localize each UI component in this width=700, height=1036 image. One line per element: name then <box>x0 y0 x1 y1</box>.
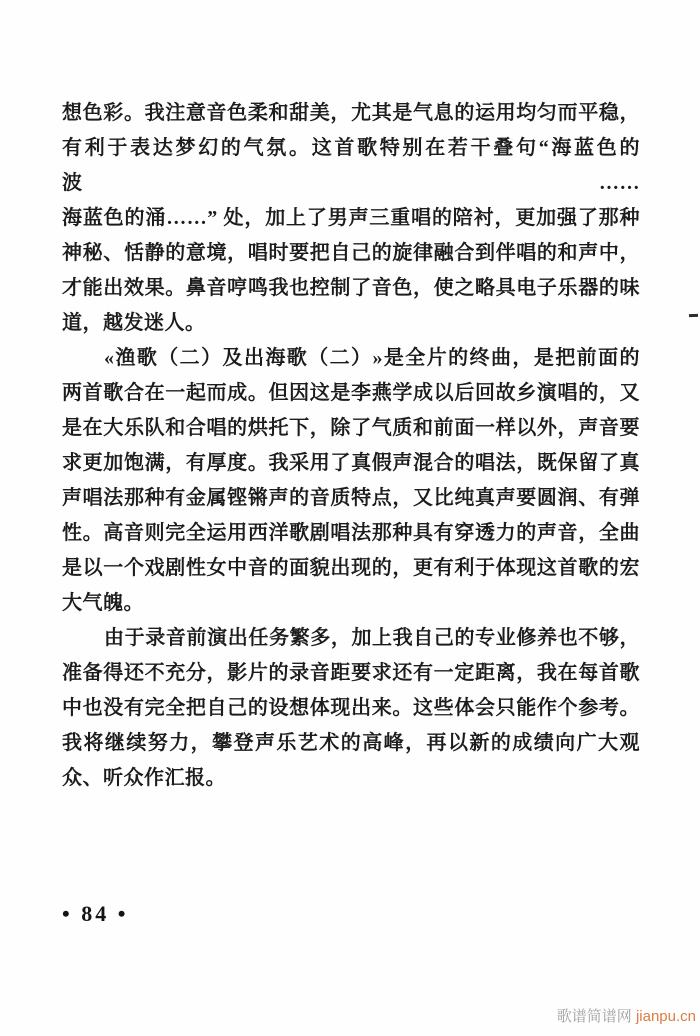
text-line: 求更加饱满，有厚度。我采用了真假声混合的唱法，既保留了真 <box>62 452 640 474</box>
body-text <box>62 96 640 796</box>
text-line: 有利于表达梦幻的气氛。这首歌特别在若干叠句“海蓝色的波…… <box>62 137 640 194</box>
text-line: «渔歌（二）及出海歌（二）»是全片的终曲，是把前面的 <box>104 347 640 369</box>
text-line: 中也没有完全把自己的设想体现出来。这些体会只能作个参考。 <box>62 697 640 719</box>
text-line: 性。高音则完全运用西洋歌剧唱法那种具有穿透力的声音，全曲 <box>62 522 640 544</box>
page-number: • 84 • <box>62 901 129 926</box>
paragraph <box>62 621 640 796</box>
text-line: 才能出效果。鼻音哼鸣我也控制了音色，使之略具电子乐器的味 <box>62 277 640 299</box>
paragraph <box>62 341 640 621</box>
text-line: 声唱法那种有金属铿锵声的音质特点，又比纯真声要圆润、有弹 <box>62 487 640 509</box>
text-line: 众、听众作汇报。 <box>62 767 226 789</box>
text-line: 海蓝色的涌……” 处，加上了男声三重唱的陪衬，更加强了那种 <box>62 207 640 229</box>
text-line: 由于录音前演出任务繁多，加上我自己的专业修养也不够， <box>104 627 640 649</box>
watermark-site-name: 歌谱简谱网 <box>556 1008 632 1025</box>
watermark-site-url: jianpu.cn <box>635 1008 696 1025</box>
text-line: 是在大乐队和合唱的烘托下，除了气质和前面一样以外，声音要 <box>62 417 640 439</box>
text-line: 我将继续努力，攀登声乐艺术的高峰，再以新的成绩向广大观 <box>62 732 640 754</box>
text-line: 大气魄。 <box>62 592 144 614</box>
scan-artifact-mark <box>689 314 698 317</box>
text-line: 道，越发迷人。 <box>62 312 206 334</box>
text-line: 两首歌合在一起而成。但因这是李燕学成以后回故乡演唱的，又 <box>62 382 640 404</box>
paragraph <box>62 96 640 341</box>
watermark <box>557 1005 696 1026</box>
text-line: 想色彩。我注意音色柔和甜美，尤其是气息的运用均匀而平稳， <box>62 102 640 124</box>
text-line: 准备得还不充分，影片的录音距要求还有一定距离，我在每首歌 <box>62 662 640 684</box>
text-line: 是以一个戏剧性女中音的面貌出现的，更有利于体现这首歌的宏 <box>62 557 640 579</box>
text-line: 神秘、恬静的意境，唱时要把自己的旋律融合到伴唱的和声中， <box>62 242 640 264</box>
